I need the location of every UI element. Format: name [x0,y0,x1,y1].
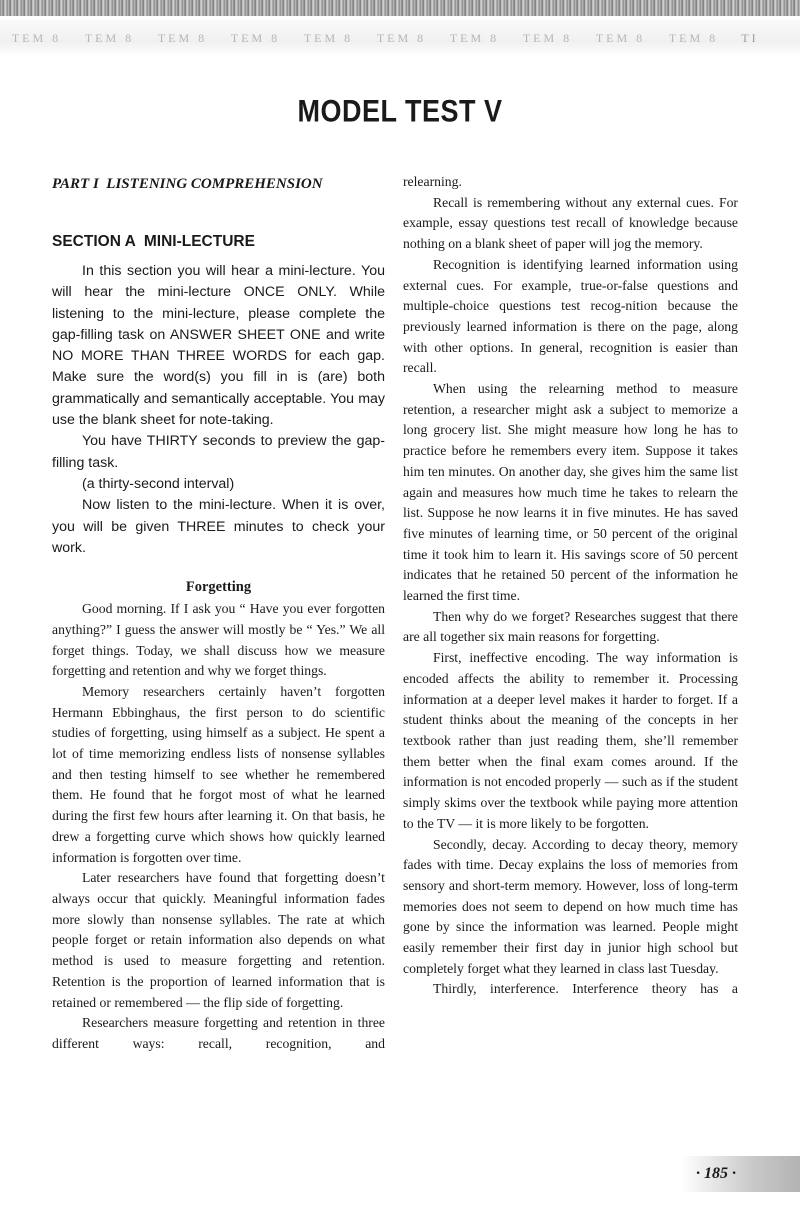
running-header-label: TEM 8 [522,30,573,45]
lecture-paragraph: First, ineffective encoding. The way information is encoded affects the ability to remember it. Processing information at a deeper level makes it harder to forget. If a student thinks about the meaning of the concepts in her textbook rather than just reading them, she’ll remember them better when the final exam comes around. If the information is not encoded properly — such as if the student simply skims over the textbook while paying more attention to the TV — it is more likely to be forgotten. [403,650,738,831]
lecture-paragraph: Thirdly, interference. Interference theory has a [433,981,738,997]
left-column [52,170,385,1055]
running-header-label: TEM 8 [84,30,135,45]
lecture-paragraph: When using the relearning method to measure retention, a researcher might ask a subject to memorize a long grocery list. She might measure how long he has to practice before he remembers every item. Suppose it takes him ten minutes. On another day, she gives him the same list again and measures how much time he takes to relearn the list. Suppose he now learns it in five minutes. He has saved five minutes of learning time, or 50 percent of the original time it took him to learn it. His savings score of 50 percent indicates that he retained 50 percent of the information he learned the first time. [403,381,738,604]
lecture-paragraph-continuation: relearning. [403,174,462,189]
instruction-paragraph: You have THIRTY seconds to preview the gap-filling task. [52,433,385,471]
page-number: · 185 · [696,1165,736,1182]
lecture-paragraph: Recall is remembering without any external cues. For example, essay questions test recall of knowledge because nothing on a blank sheet of paper will jog the memory. [403,194,738,252]
page-title: MODEL TEST V [297,93,503,129]
instruction-paragraph: Now listen to the mini-lecture. When it is over, you will be given THREE minutes to check your work. [52,497,385,556]
section-heading: SECTION A MINI-LECTURE [52,233,255,250]
top-scan-band [0,0,800,16]
running-header-label: TEM 8 [157,30,208,45]
instruction-interval: (a thirty-second interval) [82,475,235,492]
running-header [0,20,800,56]
running-header-label: TEM 8 [595,30,646,45]
instruction-paragraph: In this section you will hear a mini-lecture. You will hear the mini-lecture ONCE ONLY. While listening to the mini-lecture, please complete the gap-filling task on ANSWER SHEET ONE and write NO MORE THAN THREE WORDS for each gap. Make sure the word(s) you fill in is (are) both grammatically and semantically acceptable. You may use the blank sheet for note-taking. [52,263,385,429]
lecture-title: Forgetting [185,579,252,596]
page-number-badge [682,1156,800,1192]
lecture-paragraph: Memory researchers certainly haven’t forgotten Hermann Ebbinghaus, the first person to do scientific studies of forgetting, using himself as a subject. He spent a lot of time memorizing endless lists of nonsense syllables and then testing himself to see whether he remembered them. He found that he forgot most of what he learned during the first few hours after learning it. On that basis, he drew a forgetting curve which shows how quickly learned information is forgotten over time. [52,683,385,865]
lecture-paragraph: Secondly, decay. According to decay theory, memory fades with time. Decay explains the loss of memories from sensory and short-term memory. However, loss of long-term memories does not seem to depend on how much time has gone by since the information was learned. People might easily remember their first day in junior high school but completely forget what they learned in class last Tuesday. [403,836,738,976]
right-column [403,172,738,1000]
lecture-paragraph: Recognition is identifying learned information using external cues. For example, true-or-false questions and multiple-choice questions test recog-nition because the previously learned information is there on the page, along with other options. In general, recognition is easier than recall. [403,256,738,376]
running-header-label: TI [741,30,759,45]
lecture-paragraph: Later researchers have found that forgetting doesn’t always occur that quickly. Meaningful information fades more slowly than nonsense syllables. The rate at which people forget or retain information also depends on what method is used to measure forgetting and retention. Retention is the proportion of learned information that is retained or remembered — the flip side of forgetting. [52,870,385,1010]
running-header-label: TEM 8 [230,30,281,45]
running-header-label: TEM 8 [303,30,354,45]
part-heading: PART I LISTENING COMPREHENSION [52,176,323,192]
running-header-label: TEM 8 [449,30,500,45]
running-header-label: TEM 8 [668,30,719,45]
running-header-label: TEM 8 [376,30,427,45]
running-header-label: TEM 8 [11,30,62,45]
lecture-paragraph: Good morning. If I ask you “ Have you ever forgotten anything?” I guess the answer will mostly be “ Yes.” We all forget things. Today, we shall discuss how we measure forgetting and retention and why we forget things. [52,601,385,679]
lecture-paragraph: Then why do we forget? Researches suggest that there are all together six main reasons for forgetting. [403,608,738,645]
lecture-paragraph: Researchers measure forgetting and retention in three different ways: recall, recognition, and [52,1015,385,1051]
